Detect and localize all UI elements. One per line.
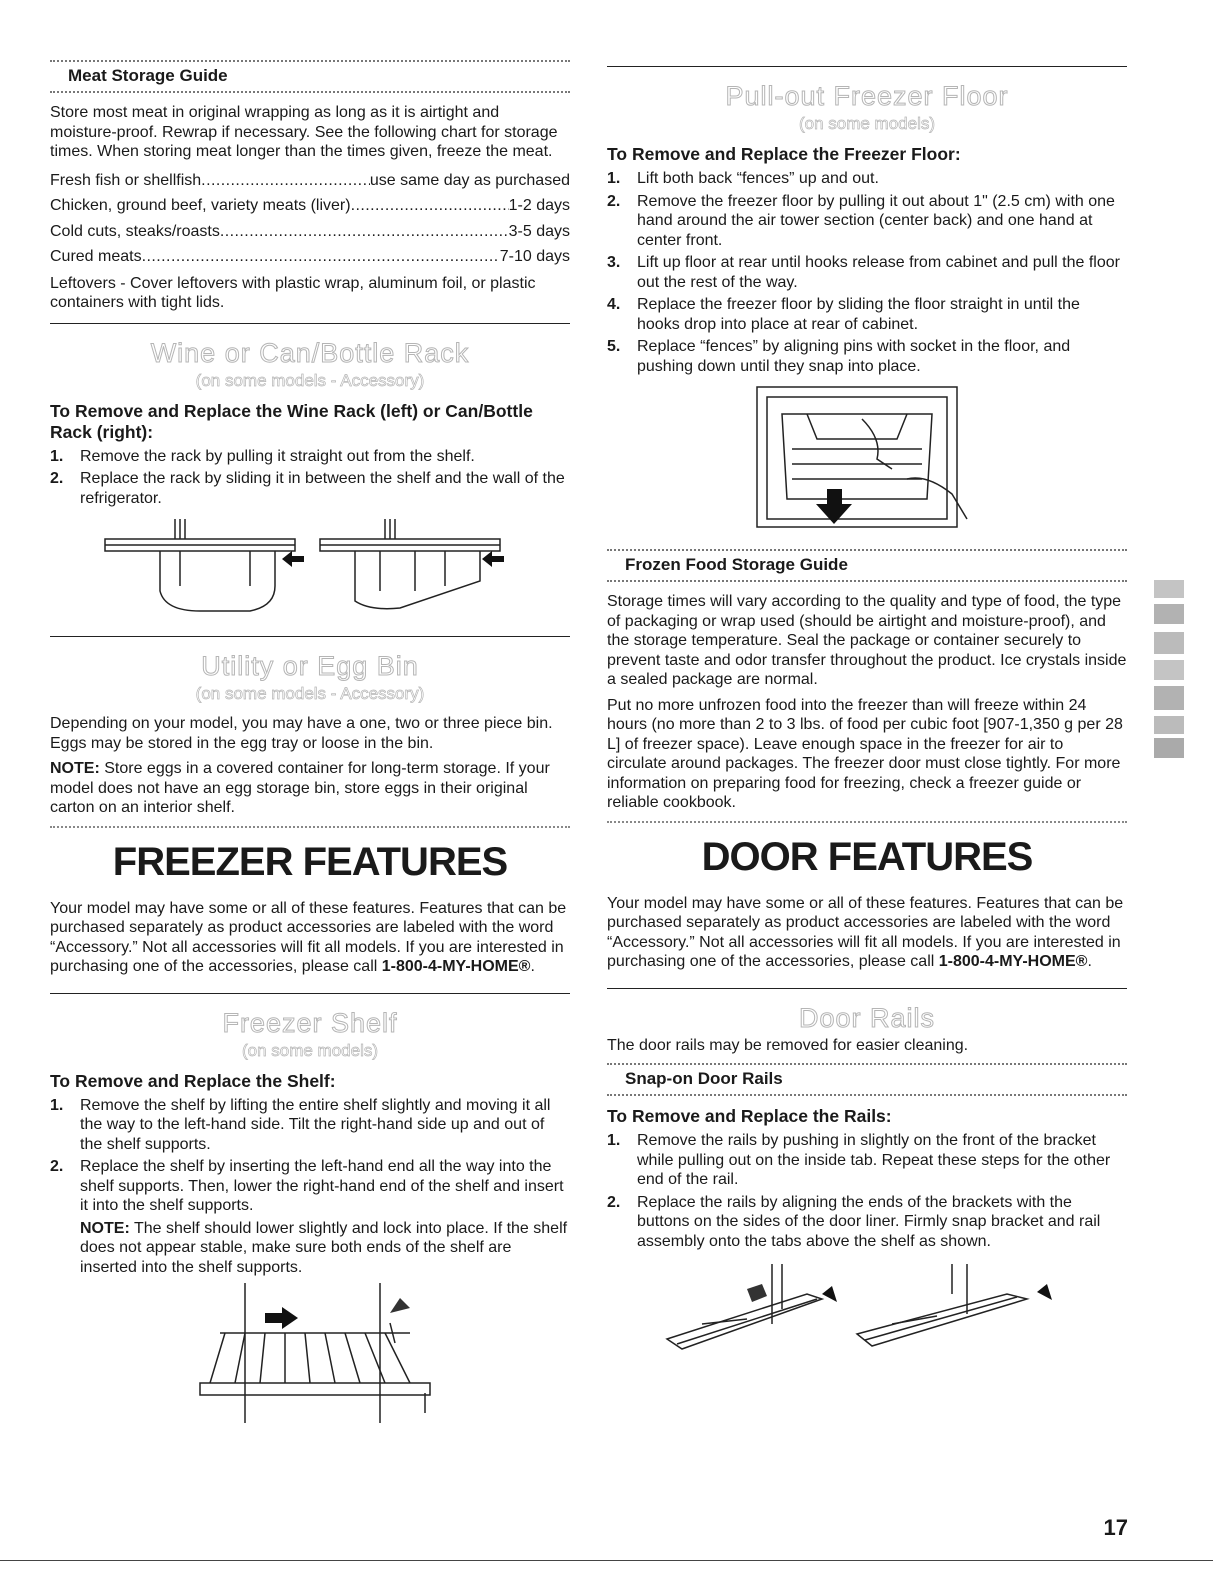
list-item: 1. Remove the rails by pushing in slightly on the front of the bracket while pulling out on the inside tab. Repeat these steps for the other end of the rail. — [607, 1132, 1111, 1188]
page-number: 17 — [1103, 1515, 1128, 1540]
wine-rack-heading: To Remove and Replace the Wine Rack (left) or Can/Bottle Rack (right): — [50, 400, 533, 442]
bottom-rule — [0, 1560, 1213, 1561]
snap-on-rails-heading: Snap-on Door Rails — [607, 1063, 1127, 1096]
left-column — [50, 60, 570, 1423]
meat-item: Cold cuts, steaks/roasts — [50, 222, 220, 240]
table-row — [50, 244, 570, 270]
freezer-shelf-subtitle: (on some models) — [241, 1040, 379, 1060]
door-features-body: Your model may have some or all of these features. Features that can be purchased separately as product accessories are labeled with the word “Accessory.” Not all accessories will fit all models. If you are interested in purchasing one of the accessories, please call 1-800-4-MY-HOME®. — [607, 894, 1124, 970]
frozen-food-heading: Frozen Food Storage Guide — [607, 549, 1127, 582]
frozen-food-p2: Put no more unfrozen food into the freezer than will freeze within 24 hours (no more than 2 to 3 lbs. of food per cubic foot [907-1,350 g per 28 L] of freezer space). Leave enough space in the freezer for air to circulate around packages. The freezer door must close tightly. For more information on preparing food for freezing, check a freezer guide or reliable cookbook. — [607, 696, 1123, 811]
list-item: 2. Replace the rails by aligning the ends of the brackets with the buttons on the sides of the door liner. Firmly snap bracket and rail assembly onto the tabs above the shelf as shown. — [607, 1193, 1101, 1250]
meat-time: use same day as purchased — [369, 171, 570, 189]
freezer-floor-subtitle: (on some models) — [798, 114, 936, 133]
meat-time: 3-5 days — [508, 222, 570, 240]
freezer-floor-title: Pull-out Freezer Floor — [725, 81, 1009, 111]
meat-item: Cured meats — [50, 248, 142, 265]
freezer-floor-illustration — [607, 379, 1127, 539]
list-item: 5. Replace “fences” by aligning pins with socket in the floor, and pushing down until they snap into place. — [607, 338, 1071, 375]
table-row — [50, 219, 570, 245]
list-item: 3. Lift up floor at rear until hooks release from cabinet and pull the floor out the rest of the way. — [607, 254, 1120, 291]
freezer-features-body: Your model may have some or all of these features. Features that can be purchased separately as product accessories are labeled with the word “Accessory.” Not all accessories will fit all models. If you are interested in purchasing one of the accessories, please call 1-800-4-MY-HOME®. — [50, 899, 567, 975]
door-rails-illustration — [607, 1254, 1127, 1364]
list-item: 2. Remove the freezer floor by pulling it out about 1" (2.5 cm) with one hand around the air tower section (center back) and one hand at center front. — [607, 192, 1115, 249]
wine-rack-subtitle: (on some models - Accessory) — [195, 370, 425, 390]
list-item: 1. Lift both back “fences” up and out. — [607, 170, 879, 187]
table-row — [50, 193, 570, 219]
frozen-food-p1: Storage times will vary according to the quality and type of food, the type of packaging or wrap used (should be airtight and moisture-proof), and the storage temperature. Seal the package or container securely to prevent taste and odor transfer throughout the product. Ice crystals inside a sealed package are normal. — [607, 593, 1127, 688]
side-index-tab — [1152, 580, 1186, 760]
door-rails-steps — [607, 1131, 1127, 1251]
divider — [607, 821, 1127, 823]
meat-item: Chicken, ground beef, variety meats (liver) — [50, 197, 351, 214]
list-item: 2. Replace the rack by sliding it in between the shelf and the wall of the refrigerator. — [50, 470, 565, 507]
egg-bin-subtitle: (on some models - Accessory) — [195, 684, 425, 703]
list-item: 1. Remove the shelf by lifting the entire shelf slightly and moving it all the way to the left-hand side. Tilt the right-hand side up and out of the shelf supports. — [50, 1096, 551, 1153]
door-rails-intro: The door rails may be removed for easier cleaning. — [607, 1036, 969, 1054]
meat-storage-heading: Meat Storage Guide — [50, 60, 570, 93]
divider — [50, 826, 570, 828]
divider — [50, 636, 570, 637]
egg-bin-title: Utility or Egg Bin — [201, 651, 419, 681]
meat-time: 7-10 days — [499, 248, 570, 265]
meat-time: 1-2 days — [508, 197, 570, 214]
leftovers-text: Leftovers - Cover leftovers with plastic wrap, aluminum foil, or plastic containers with tight lids. — [50, 274, 536, 311]
list-item: 2. Replace the shelf by inserting the left-hand end all the way into the shelf supports. Then, lower the right-hand end of the shelf and insert it into the shelf supports. — [50, 1158, 564, 1214]
list-item: 1. Remove the rack by pulling it straight out from the shelf. — [50, 447, 475, 465]
door-features-title: DOOR FEATURES — [701, 834, 1033, 879]
meat-storage-table — [50, 168, 570, 270]
freezer-shelf-heading: To Remove and Replace the Shelf: — [50, 1070, 336, 1091]
freezer-floor-heading: To Remove and Replace the Freezer Floor: — [607, 144, 961, 164]
freezer-shelf-steps — [50, 1096, 570, 1216]
divider — [607, 66, 1127, 67]
meat-intro: Store most meat in original wrapping as long as it is airtight and moisture-proof. Rewrap if necessary. See the following chart for storage times. When storing meat longer than the times given, freeze the meat. — [50, 104, 558, 160]
wine-rack-title: Wine or Can/Bottle Rack — [150, 337, 470, 368]
door-rails-title: Door Rails — [798, 1002, 936, 1033]
egg-bin-body: Depending on your model, you may have a one, two or three piece bin. Eggs may be stored in the egg tray or loose in the bin. — [50, 715, 553, 752]
divider — [50, 323, 570, 324]
egg-bin-note: NOTE: Store eggs in a covered container for long-term storage. If your model does not have an egg storage bin, store eggs in their original carton on an interior shelf. — [50, 760, 550, 816]
freezer-shelf-note: NOTE: The shelf should lower slightly and lock into place. If the shelf does not appear stable, make sure both ends of the shelf are inserted into the shelf supports. — [80, 1219, 568, 1276]
meat-item: Fresh fish or shellfish — [50, 171, 202, 189]
divider — [50, 993, 570, 994]
wine-rack-illustration — [50, 511, 570, 626]
freezer-shelf-illustration — [50, 1283, 570, 1423]
door-rails-heading: To Remove and Replace the Rails: — [607, 1106, 892, 1126]
wine-rack-steps — [50, 447, 570, 509]
divider — [607, 988, 1127, 989]
freezer-shelf-title: Freezer Shelf — [222, 1007, 398, 1038]
freezer-features-title: FREEZER FEATURES — [112, 839, 508, 884]
list-item: 4. Replace the freezer floor by sliding the floor straight in until the hooks drop into place at rear of cabinet. — [607, 296, 1080, 333]
table-row — [50, 168, 570, 194]
right-column — [607, 60, 1127, 1364]
freezer-floor-steps — [607, 169, 1127, 376]
